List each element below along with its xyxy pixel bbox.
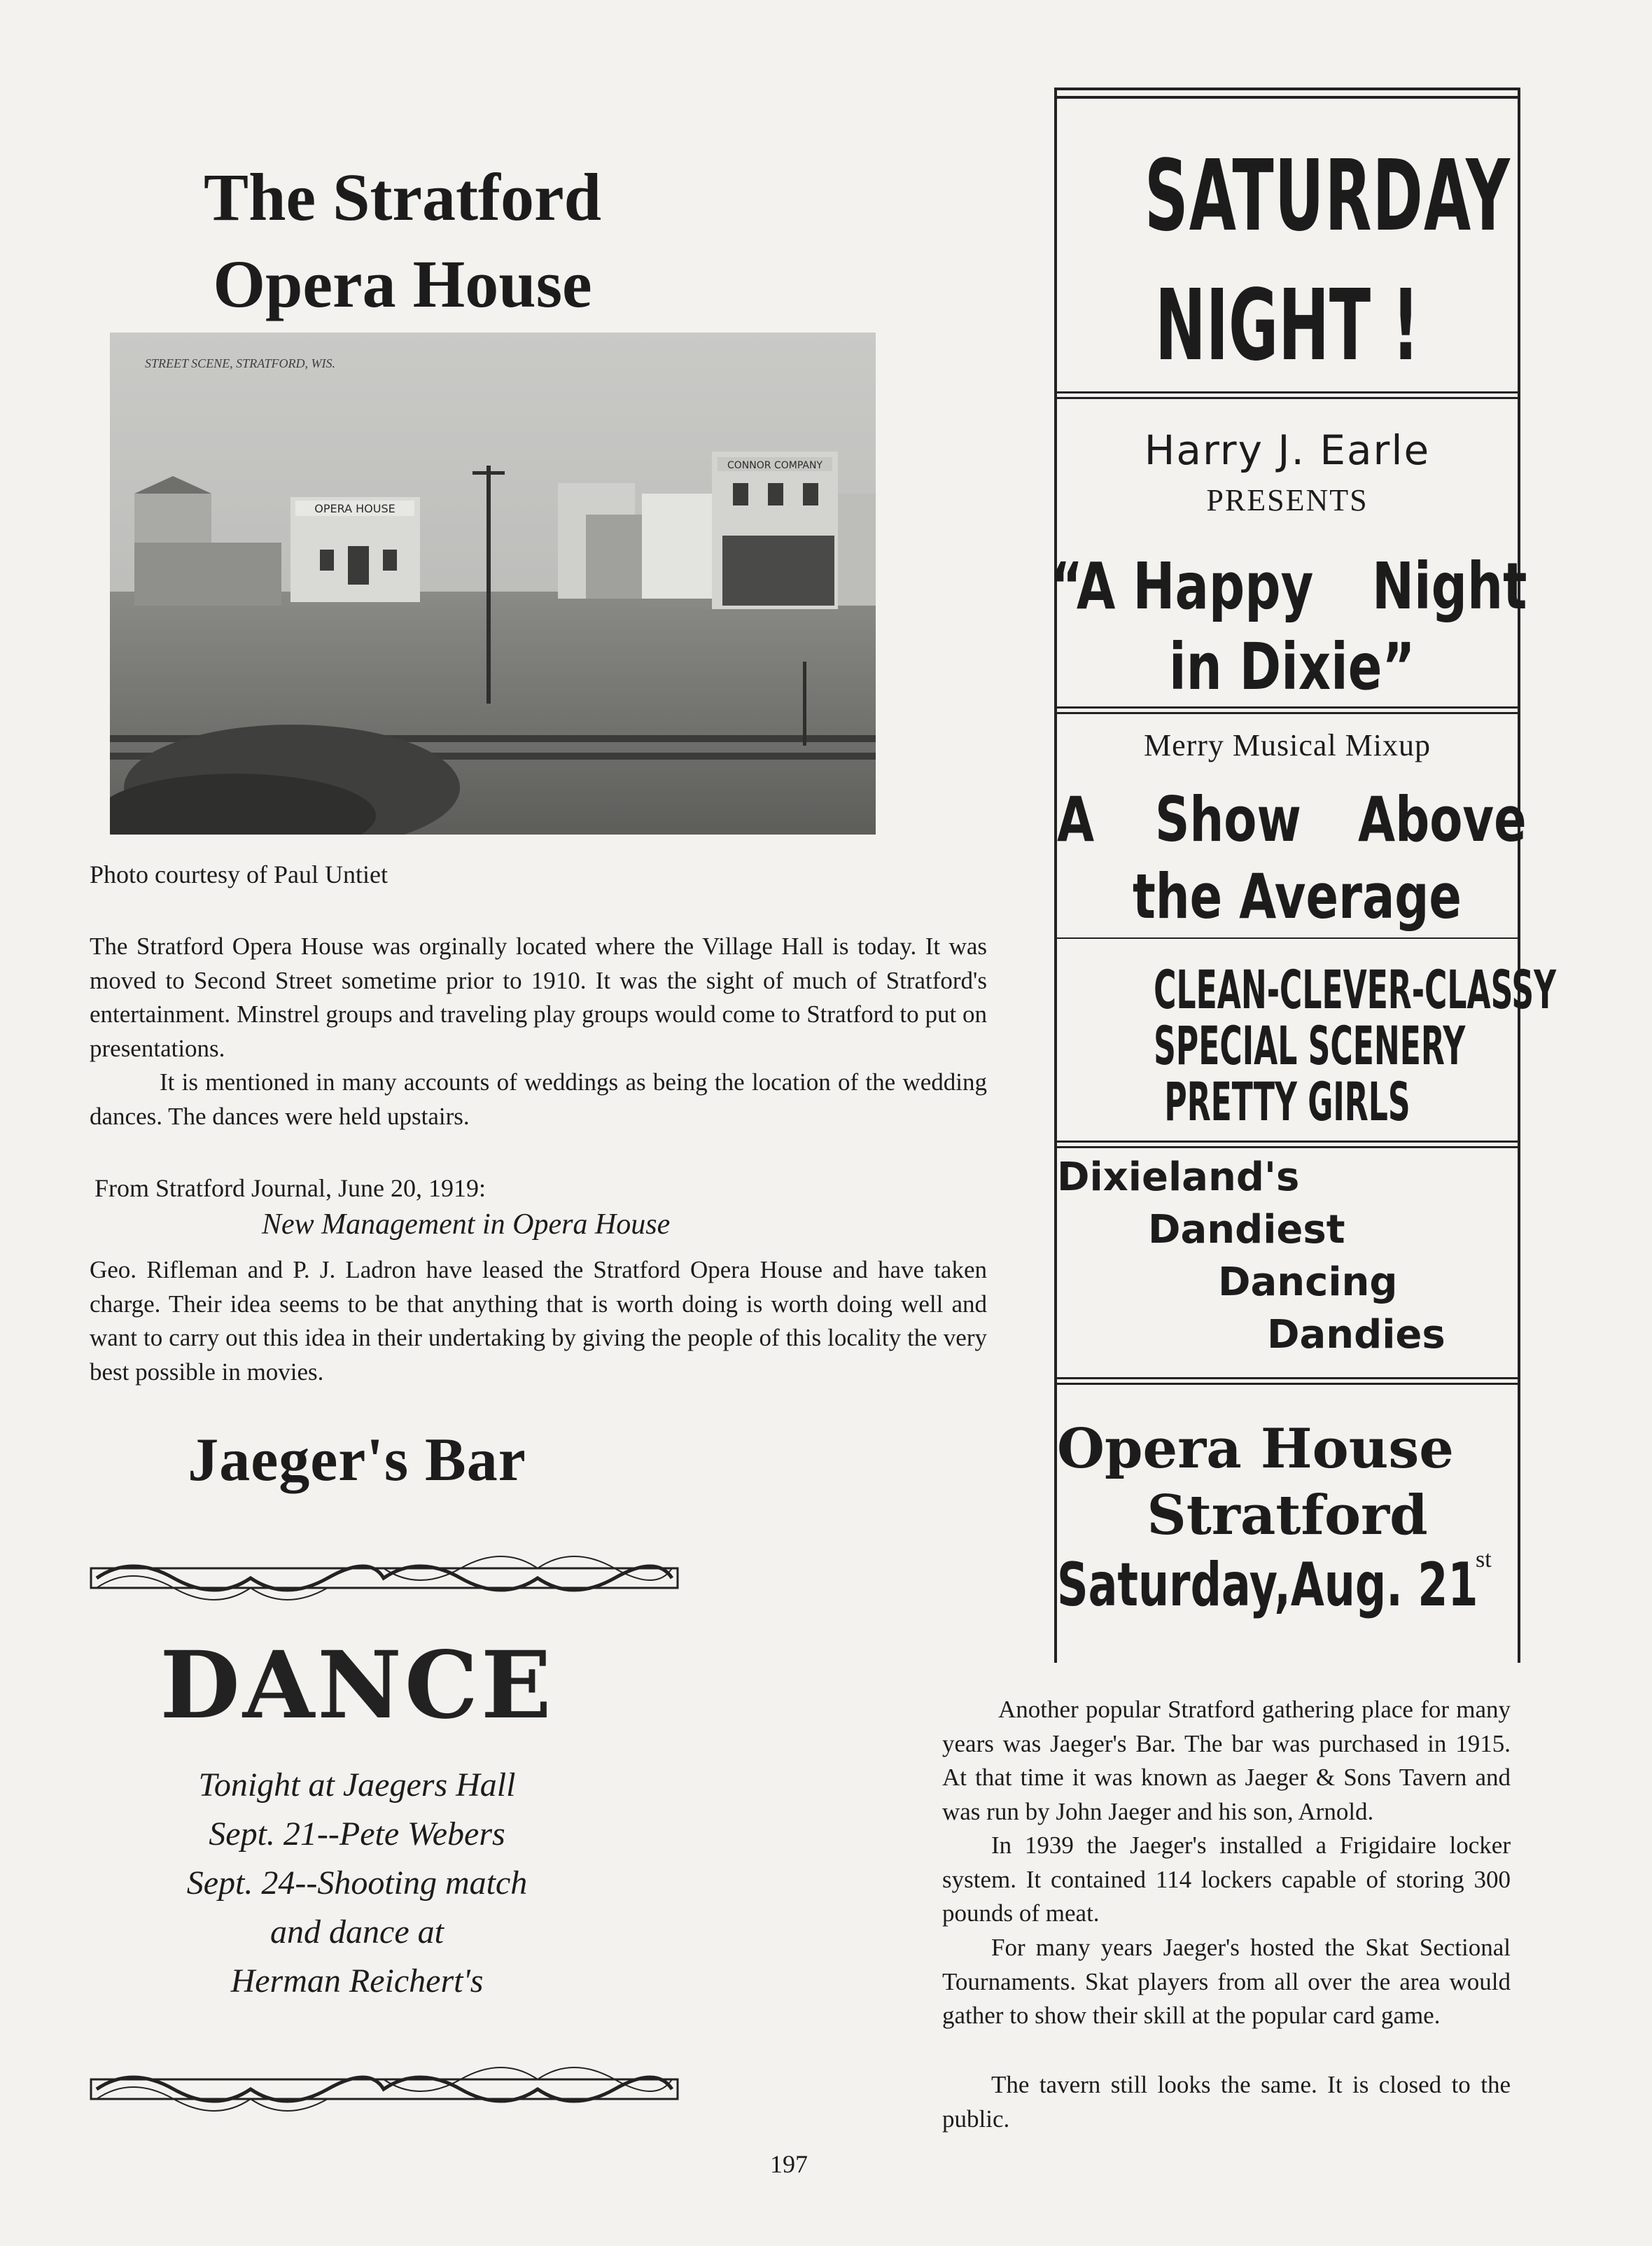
jaeger-paragraph-3: For many years Jaeger's hosted the Skat Sectional Tournaments. Skat players from all over the area would gather to show their skill at the popular card game.: [942, 1934, 1511, 2029]
saturday-night-advertisement: [1050, 88, 1557, 1663]
ad-show-title-b: Night: [1372, 549, 1527, 624]
journal-headline: New Management in Opera House: [262, 1208, 671, 1241]
photo-label: STREET SCENE, STRATFORD, WIS.: [145, 356, 336, 370]
ad-venue-line: [1057, 1417, 1518, 1481]
opera-house-title: The Stratford Opera House: [204, 160, 601, 321]
ad-dixie-3: Dancing: [1218, 1260, 1398, 1305]
ornament-divider-top: [90, 1547, 679, 1609]
ad-date: Saturday,Aug. 21: [1057, 1550, 1478, 1620]
ad-scenery: SPECIAL SCENERY: [1154, 1014, 1466, 1077]
ad-above-b: Show: [1155, 783, 1301, 856]
company-sign: CONNOR COMPANY: [727, 460, 822, 471]
ad-presenter: Harry J. Earle: [1144, 426, 1431, 474]
dance-line-2: Sept. 21--Pete Webers: [209, 1815, 505, 1853]
jaeger-paragraph-1: Another popular Stratford gathering place for many years was Jaeger's Bar. The bar was purchased in 1915. At that time it was known as Jaeger & Sons Tavern and was run by John Jaeger and his son, Arnold.: [942, 1696, 1511, 1825]
ad-night: NIGHT !: [1155, 269, 1420, 383]
dance-details: [105, 1761, 609, 2006]
opera-paragraph-3: Geo. Rifleman and P. J. Ladron have leased the Stratford Opera House and have taken charge. Their idea seems to be that anything that is worth doing is worth doing well and want to carry out this idea in their undertaking by giving the people of this locality the very best possible in movies.: [90, 1256, 987, 1386]
ad-saturday: SATURDAY: [1144, 139, 1511, 253]
ad-dixie-2: Dandiest: [1148, 1207, 1345, 1253]
ad-clean: CLEAN-CLEVER-CLASSY: [1154, 958, 1557, 1021]
jaegers-bar-title: Jaeger's Bar: [188, 1426, 526, 1494]
dance-heading: DANCE: [160, 1631, 554, 1740]
dance-line-3: Sept. 24--Shooting match: [186, 1864, 528, 1902]
jaeger-paragraph-4: The tavern still looks the same. It is closed to the public.: [942, 2071, 1511, 2133]
ad-girls: PRETTY GIRLS: [1164, 1070, 1410, 1133]
page-number: 197: [770, 2150, 808, 2178]
ad-presents: PRESENTS: [1206, 483, 1368, 517]
ad-date-line: [1057, 1550, 1642, 1620]
dance-line-4: and dance at: [270, 1913, 444, 1951]
street-scene-photo: [110, 333, 876, 835]
opera-sign: OPERA HOUSE: [314, 502, 396, 515]
ad-dixie-1: Dixieland's: [1057, 1155, 1300, 1200]
ad-show-title-a: “A Happy: [1050, 549, 1314, 624]
journal-citation: From Stratford Journal, June 20, 1919:: [94, 1174, 486, 1202]
ad-venue-2: Stratford: [1147, 1484, 1428, 1547]
jaeger-paragraph-2: In 1939 the Jaeger's installed a Frigidaire locker system. It contained 114 lockers capable of storing 300 pounds of meat.: [942, 1832, 1511, 1927]
ad-show-title-c: in Dixie”: [1169, 629, 1415, 704]
ornament-divider-bottom: [90, 2058, 679, 2120]
ad-above-c: Above: [1358, 783, 1527, 856]
dance-line-1: Tonight at Jaegers Hall: [198, 1766, 516, 1804]
ad-above-a: A: [1057, 783, 1095, 856]
ad-average: the Average: [1133, 860, 1462, 933]
ad-merry: Merry Musical Mixup: [1143, 728, 1432, 762]
ad-date-sup: st: [1476, 1547, 1492, 1572]
dance-line-5: Herman Reichert's: [230, 1962, 484, 2000]
photo-caption: Photo courtesy of Paul Untiet: [90, 860, 388, 888]
ad-venue-1: Opera House: [1057, 1417, 1454, 1481]
opera-paragraph-2: It is mentioned in many accounts of weddings as being the location of the wedding dances. The dances were held upstairs.: [90, 1068, 987, 1130]
ad-dixie-4: Dandies: [1267, 1312, 1446, 1358]
opera-paragraph-1: The Stratford Opera House was orginally located where the Village Hall is today. It was moved to Second Street sometime prior to 1910. It was the sight of much of Stratford's entertainment. Minstrel groups and traveling play groups would come to Stratford to put on presentations.: [90, 933, 987, 1062]
